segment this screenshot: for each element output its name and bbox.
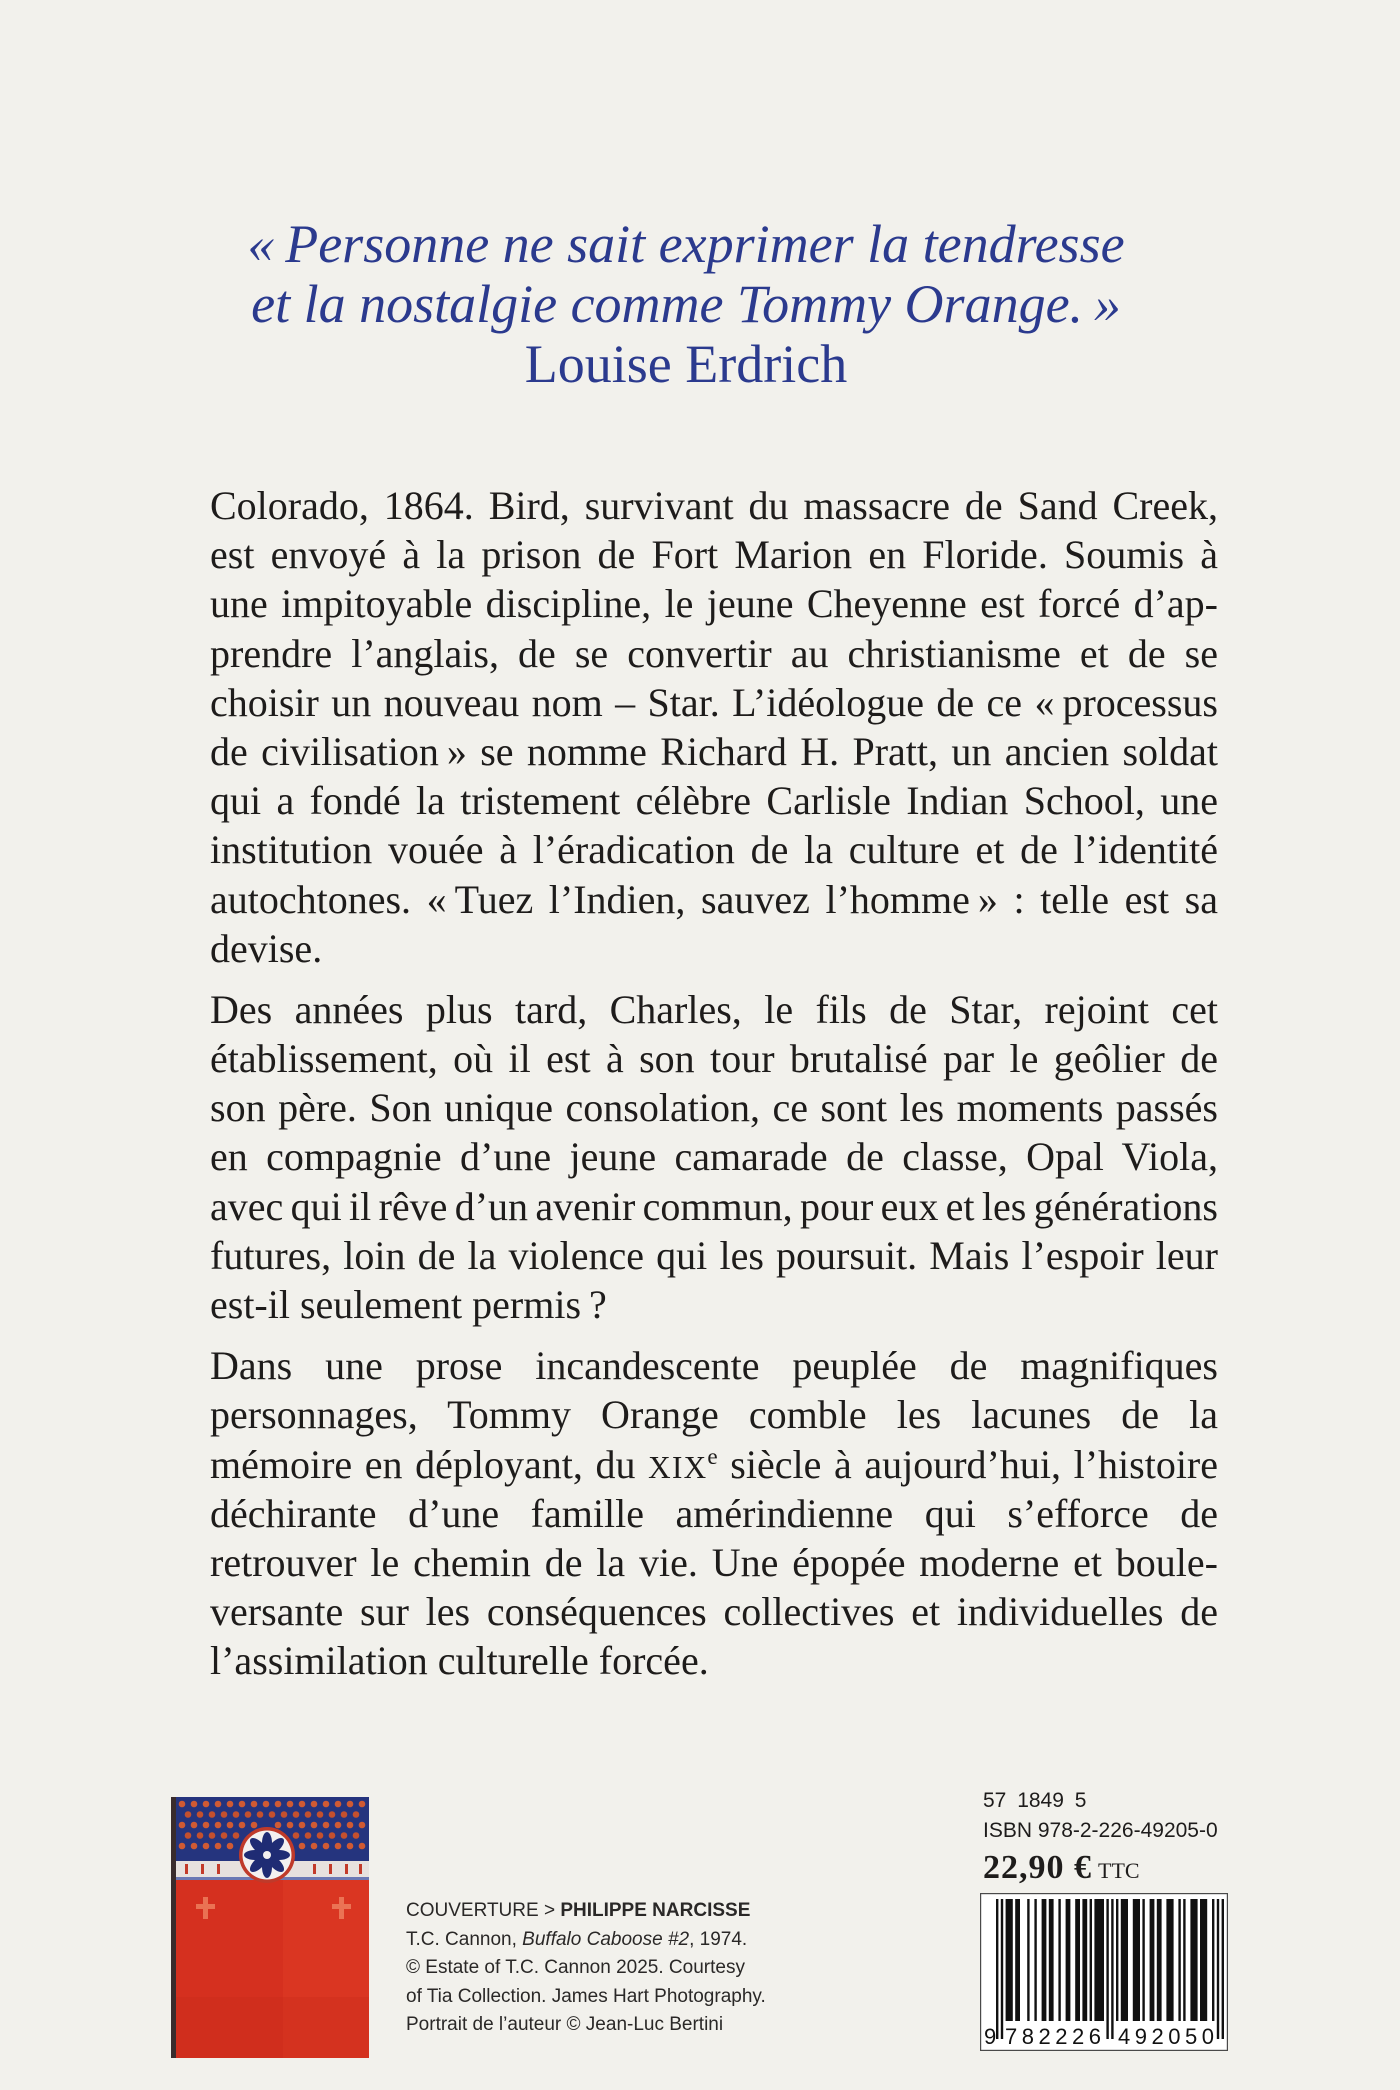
artwork-dot bbox=[179, 1843, 186, 1850]
artwork-dot bbox=[299, 1843, 306, 1850]
credits-label: COUVERTURE > bbox=[406, 1900, 561, 1921]
barcode-bar bbox=[1116, 1899, 1118, 2021]
medallion-center bbox=[263, 1851, 271, 1859]
body-line-text: l’assimilation culturelle forcée. bbox=[210, 1638, 709, 1684]
blurb-quote bbox=[0, 214, 1372, 394]
body-line-text bbox=[210, 1442, 1218, 1487]
body-line bbox=[210, 825, 1218, 874]
price-isbn-block bbox=[983, 1786, 1233, 1890]
artwork-dot bbox=[281, 1811, 288, 1818]
artwork-dot bbox=[287, 1801, 294, 1808]
barcode-bar bbox=[1222, 1899, 1224, 2039]
artwork-dot bbox=[335, 1843, 342, 1850]
body-line bbox=[210, 1587, 1218, 1636]
artwork-dot bbox=[263, 1801, 270, 1808]
body-line bbox=[210, 481, 1218, 530]
body-line-text: est-il seulement permis ? bbox=[210, 1282, 607, 1327]
body-line bbox=[210, 1636, 1218, 1685]
body-line bbox=[210, 985, 1218, 1034]
credits-line bbox=[406, 1926, 766, 1955]
artwork-dot bbox=[347, 1801, 354, 1808]
barcode-bar bbox=[1058, 1899, 1060, 2021]
artwork-tick bbox=[345, 1864, 348, 1874]
barcode-bar bbox=[1066, 1899, 1071, 2021]
artwork-dot bbox=[191, 1801, 198, 1808]
body-line-text: futures, loin de la violence qui les poursuit. Mais l’espoir leur bbox=[210, 1232, 1218, 1278]
artwork-dot bbox=[227, 1843, 234, 1850]
body-line-text: retrouver le chemin de la vie. Une épopée moderne et boule- bbox=[210, 1539, 1218, 1585]
credits-painting-prefix: T.C. Cannon, bbox=[406, 1928, 523, 1950]
body-line bbox=[210, 579, 1218, 628]
body-line-text: choisir un nouveau nom – Star. L’idéologue de ce « processus bbox=[210, 679, 1218, 725]
body-line-text: déchirante d’une famille amérindienne qui s’efforce de bbox=[210, 1490, 1218, 1536]
body-line bbox=[210, 530, 1218, 579]
body-line-segment: mémoire en déployant, du bbox=[210, 1441, 649, 1487]
artwork-dot bbox=[275, 1801, 282, 1808]
artwork-dot bbox=[227, 1822, 234, 1829]
barcode-lead-digit: 9 bbox=[984, 2024, 997, 2049]
artwork-dot bbox=[311, 1843, 318, 1850]
credits-painting-suffix: , 1974. bbox=[689, 1928, 748, 1950]
artwork-dot bbox=[221, 1832, 228, 1839]
century-roman-numeral: XIX bbox=[648, 1449, 708, 1485]
body-line-segment: siècle à aujourd’hui, l’histoire bbox=[717, 1441, 1219, 1487]
artwork-dot bbox=[179, 1801, 186, 1808]
artwork-dot bbox=[293, 1811, 300, 1818]
artwork-dot bbox=[353, 1832, 360, 1839]
artwork-dot bbox=[347, 1822, 354, 1829]
artwork-dot bbox=[299, 1801, 306, 1808]
barcode-bar bbox=[1190, 1899, 1197, 2021]
body-line bbox=[210, 1489, 1218, 1538]
credits-line: © Estate of T.C. Cannon 2025. Courtesy bbox=[406, 1957, 745, 1978]
quote-author: Louise Erdrich bbox=[524, 334, 848, 394]
artwork-dot bbox=[215, 1843, 222, 1850]
body-line-text: avec qui il rêve d’un avenir commun, pour eux et les générations bbox=[210, 1183, 1218, 1229]
barcode-bar bbox=[1166, 1899, 1173, 2021]
barcode-bar bbox=[1082, 1899, 1087, 2021]
artwork-dot bbox=[185, 1811, 192, 1818]
artwork-dot bbox=[341, 1811, 348, 1818]
artwork-dot bbox=[305, 1832, 312, 1839]
artwork-dot bbox=[197, 1811, 204, 1818]
body-line-text: versante sur les conséquences collectives et individuelles de bbox=[210, 1589, 1218, 1635]
barcode-bar bbox=[1142, 1899, 1144, 2021]
barcode-bar bbox=[1133, 1899, 1140, 2021]
artwork-dot bbox=[311, 1822, 318, 1829]
body-line-text: personnages, Tommy Orange comble les lacunes de la bbox=[210, 1392, 1218, 1438]
artwork-dot bbox=[251, 1801, 258, 1808]
credits-line bbox=[406, 1897, 766, 1926]
price-line bbox=[983, 1846, 1233, 1890]
artwork-cross-bar bbox=[332, 1904, 351, 1909]
barcode-bar bbox=[1200, 1899, 1207, 2021]
artwork-tick bbox=[217, 1864, 220, 1874]
body-line-text: qui a fondé la tristement célèbre Carlisle Indian School, une bbox=[210, 778, 1218, 824]
barcode-bar bbox=[1001, 1899, 1003, 2039]
artwork-dot bbox=[215, 1822, 222, 1829]
body-line bbox=[210, 1440, 1218, 1489]
artwork-dot bbox=[323, 1801, 330, 1808]
product-code: 57 1849 5 bbox=[983, 1789, 1087, 1812]
artwork-dot bbox=[311, 1801, 318, 1808]
artwork-dot bbox=[305, 1811, 312, 1818]
artwork-dot bbox=[335, 1801, 342, 1808]
credits-line: of Tia Collection. James Hart Photography. bbox=[406, 1985, 766, 2007]
quote-line-1: « Personne ne sait exprimer la tendresse bbox=[247, 214, 1125, 274]
artwork-dot bbox=[299, 1822, 306, 1829]
artwork-dot bbox=[353, 1811, 360, 1818]
body-line-text: Des années plus tard, Charles, le fils de Star, rejoint cet bbox=[210, 986, 1218, 1032]
artwork-dot bbox=[233, 1811, 240, 1818]
artwork-tick bbox=[313, 1864, 316, 1874]
artwork-dot bbox=[287, 1822, 294, 1829]
body-line bbox=[210, 629, 1218, 678]
body-line bbox=[210, 1231, 1218, 1280]
artwork-dot bbox=[221, 1811, 228, 1818]
credits-line: Portrait de l’auteur © Jean-Luc Bertini bbox=[406, 2014, 724, 2035]
artwork-dot bbox=[185, 1832, 192, 1839]
synopsis-paragraph-1 bbox=[210, 481, 1218, 973]
barcode-bar bbox=[1090, 1899, 1092, 2021]
body-line-text: établissement, où il est à son tour brutalisé par le geôlier de bbox=[210, 1036, 1218, 1082]
body-line-text: de civilisation » se nomme Richard H. Pratt, un ancien soldat bbox=[210, 728, 1218, 774]
barcode-bar bbox=[1027, 1899, 1029, 2021]
artwork-dot bbox=[203, 1843, 210, 1850]
synopsis-paragraph-3 bbox=[210, 1341, 1218, 1685]
body-line-text: en compagnie d’une jeune camarade de classe, Opal Viola, bbox=[210, 1134, 1218, 1180]
cover-artwork-thumbnail bbox=[171, 1797, 369, 2058]
body-line bbox=[210, 727, 1218, 776]
barcode-bar bbox=[1106, 1899, 1108, 2039]
barcode-bar bbox=[1034, 1899, 1036, 2021]
artwork-dot bbox=[293, 1832, 300, 1839]
artwork-dot bbox=[191, 1843, 198, 1850]
barcode-bar bbox=[1075, 1899, 1080, 2021]
barcode-bar bbox=[1178, 1899, 1180, 2021]
artwork-dot bbox=[329, 1832, 336, 1839]
barcode-bar bbox=[1006, 1899, 1013, 2021]
body-line bbox=[210, 1390, 1218, 1439]
artwork-dot bbox=[197, 1832, 204, 1839]
artwork-dot bbox=[335, 1822, 342, 1829]
artwork-dot bbox=[203, 1801, 210, 1808]
barcode-graphic bbox=[980, 1893, 1228, 2051]
artwork-dot bbox=[179, 1822, 186, 1829]
artwork-red-shade bbox=[171, 1997, 369, 2058]
body-line-text: son père. Son unique consolation, ce sont les moments passés bbox=[210, 1085, 1218, 1131]
artwork-tick bbox=[185, 1864, 188, 1874]
artwork-dot bbox=[347, 1843, 354, 1850]
barcode-bar bbox=[1015, 1899, 1020, 2021]
artwork-dot bbox=[359, 1801, 366, 1808]
barcode-bar bbox=[1183, 1899, 1185, 2021]
barcode-bar bbox=[996, 1899, 998, 2039]
artwork-dot bbox=[209, 1811, 216, 1818]
artwork-dot bbox=[257, 1811, 264, 1818]
barcode-bar bbox=[1212, 1899, 1214, 2021]
body-line-text: prendre l’anglais, de se convertir au christianisme et de se bbox=[210, 630, 1218, 676]
artwork-dot bbox=[191, 1822, 198, 1829]
artwork-dot bbox=[359, 1822, 366, 1829]
artwork-dot bbox=[269, 1811, 276, 1818]
artwork-dot bbox=[329, 1811, 336, 1818]
artwork-dot bbox=[209, 1832, 216, 1839]
body-line bbox=[210, 678, 1218, 727]
barcode-bar bbox=[1150, 1899, 1155, 2021]
ean13-barcode bbox=[980, 1893, 1228, 2051]
price: 22,90 € bbox=[983, 1849, 1092, 1886]
credits-painting-title: Buffalo Caboose #2 bbox=[522, 1928, 690, 1950]
artwork-dot bbox=[251, 1822, 258, 1829]
artwork-tick bbox=[201, 1864, 204, 1874]
body-line bbox=[210, 875, 1218, 924]
artwork-dot bbox=[227, 1801, 234, 1808]
artwork-medallion bbox=[239, 1827, 295, 1883]
barcode-bar bbox=[1094, 1899, 1104, 2021]
barcode-left-digits: 782226 bbox=[1005, 2024, 1101, 2049]
quote-line-2: et la nostalgie comme Tommy Orange. » bbox=[251, 274, 1121, 334]
body-line-text: institution vouée à l’éradication de la culture et de l’identité bbox=[210, 827, 1218, 873]
isbn: ISBN 978-2-226-49205-0 bbox=[983, 1819, 1218, 1842]
barcode-right-digits: 492050 bbox=[1118, 2024, 1214, 2049]
barcode-bar bbox=[1111, 1899, 1113, 2039]
artwork-dot bbox=[317, 1811, 324, 1818]
body-line-text: est envoyé à la prison de Fort Marion en Floride. Soumis à bbox=[210, 532, 1218, 578]
artwork-dot bbox=[203, 1822, 210, 1829]
body-line bbox=[210, 1083, 1218, 1132]
body-line bbox=[210, 1538, 1218, 1587]
synopsis-paragraph-2 bbox=[210, 985, 1218, 1329]
artwork-dot bbox=[215, 1801, 222, 1808]
artwork-dot bbox=[323, 1822, 330, 1829]
artwork-dot bbox=[341, 1832, 348, 1839]
barcode-bar bbox=[1042, 1899, 1047, 2021]
body-line bbox=[210, 1341, 1218, 1390]
body-line-text: autochtones. « Tuez l’Indien, sauvez l’homme » : telle est sa bbox=[210, 876, 1218, 922]
artwork-dot bbox=[233, 1832, 240, 1839]
artwork-dot bbox=[239, 1801, 246, 1808]
body-line bbox=[210, 1182, 1218, 1231]
century-ordinal-suffix: e bbox=[707, 1443, 718, 1470]
artwork-dot bbox=[275, 1822, 282, 1829]
credits-designer: PHILIPPE NARCISSE bbox=[560, 1900, 751, 1921]
price-suffix: TTC bbox=[1098, 1858, 1140, 1883]
artwork-left-edge bbox=[171, 1797, 176, 2058]
artwork-tick bbox=[329, 1864, 332, 1874]
artwork-cross-bar bbox=[196, 1904, 215, 1909]
barcode-bar bbox=[1157, 1899, 1162, 2021]
body-line bbox=[210, 1132, 1218, 1181]
artwork-dot bbox=[239, 1822, 246, 1829]
body-line bbox=[210, 1280, 1218, 1329]
body-line-text: Colorado, 1864. Bird, survivant du massacre de Sand Creek, bbox=[210, 483, 1218, 528]
body-line bbox=[210, 1034, 1218, 1083]
body-line-text: Dans une prose incandescente peuplée de magnifiques bbox=[210, 1343, 1218, 1389]
artwork-tick bbox=[359, 1864, 362, 1874]
artwork-dot bbox=[317, 1832, 324, 1839]
body-line bbox=[210, 924, 1218, 973]
synopsis bbox=[210, 481, 1218, 1698]
artwork-image bbox=[171, 1797, 369, 2058]
barcode-bar bbox=[1049, 1899, 1054, 2021]
barcode-bar bbox=[1217, 1899, 1219, 2039]
artwork-dot bbox=[245, 1811, 252, 1818]
cover-credits bbox=[406, 1897, 766, 2040]
artwork-dot bbox=[359, 1843, 366, 1850]
body-line-text: une impitoyable discipline, le jeune Cheyenne est forcé d’ap- bbox=[210, 581, 1218, 627]
artwork-dot bbox=[323, 1843, 330, 1850]
body-line bbox=[210, 776, 1218, 825]
barcode-bar bbox=[1121, 1899, 1128, 2021]
body-line-text: devise. bbox=[210, 925, 323, 971]
